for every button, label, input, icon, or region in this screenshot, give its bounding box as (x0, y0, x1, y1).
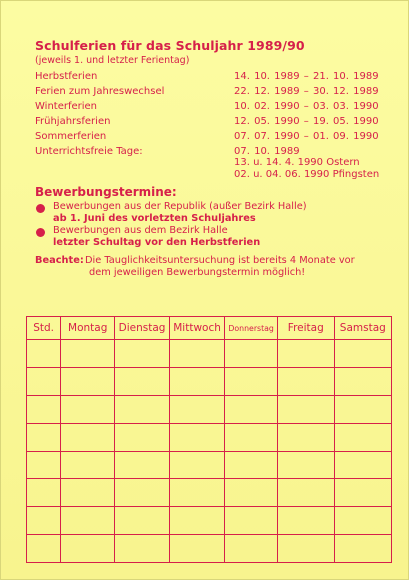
table-cell[interactable] (27, 479, 61, 507)
unterrichtsfrei-pfingsten: 02. u. 04. 06. 1990 Pfingsten (234, 169, 380, 180)
bullet-icon (36, 228, 45, 237)
table-cell[interactable] (115, 535, 170, 563)
ferien-label: Herbstferien (35, 71, 98, 82)
column-header-montag: Montag (61, 317, 115, 340)
table-cell[interactable] (277, 451, 334, 479)
ferien-dates: 07. 07. 1990 – 01. 09. 1990 (234, 131, 379, 142)
table-cell[interactable] (225, 535, 278, 563)
ferien-dates: 12. 05. 1990 – 19. 05. 1990 (234, 116, 379, 127)
table-cell[interactable] (115, 367, 170, 395)
bewerbung-item-line1: Bewerbungen aus dem Bezirk Halle (53, 225, 228, 236)
table-cell[interactable] (27, 507, 61, 535)
column-header-freitag: Freitag (277, 317, 334, 340)
table-cell[interactable] (169, 451, 225, 479)
table-cell[interactable] (115, 340, 170, 368)
bewerbung-title: Bewerbungstermine: (35, 185, 177, 199)
table-cell[interactable] (61, 479, 115, 507)
table-cell[interactable] (277, 423, 334, 451)
column-header-donnerstag: Donnerstag (225, 317, 278, 340)
ferien-dates: 07. 10. 1989 (234, 146, 300, 157)
bewerbung-item-line1: Bewerbungen aus der Republik (außer Bezirk Halle) (53, 201, 307, 212)
note-text: Die Tauglichkeitsuntersuchung ist bereits 4 Monate vor (85, 255, 355, 266)
table-row (27, 451, 392, 479)
note-label: Beachte: (35, 255, 84, 266)
table-cell[interactable] (334, 423, 391, 451)
table-row (27, 367, 392, 395)
ferien-label: Sommerferien (35, 131, 107, 142)
table-cell[interactable] (61, 451, 115, 479)
table-cell[interactable] (334, 340, 391, 368)
table-cell[interactable] (115, 395, 170, 423)
ferien-row (35, 116, 385, 131)
ferien-row (35, 101, 385, 116)
ferien-dates: 22. 12. 1989 – 30. 12. 1989 (234, 86, 379, 97)
ferien-row (35, 86, 385, 101)
table-cell[interactable] (115, 507, 170, 535)
table-cell[interactable] (169, 479, 225, 507)
table-cell[interactable] (61, 367, 115, 395)
page-subtitle: (jeweils 1. und letzter Ferientag) (35, 55, 190, 66)
bullet-icon (36, 204, 45, 213)
bewerbung-item-line2: letzter Schultag vor den Herbstferien (53, 237, 261, 248)
table-cell[interactable] (61, 423, 115, 451)
unterrichtsfrei-ostern: 13. u. 14. 4. 1990 Ostern (234, 157, 360, 168)
table-cell[interactable] (27, 451, 61, 479)
table-header-row (27, 317, 392, 340)
table-cell[interactable] (225, 340, 278, 368)
table-cell[interactable] (115, 479, 170, 507)
table-cell[interactable] (225, 395, 278, 423)
table-row (27, 395, 392, 423)
table-cell[interactable] (225, 451, 278, 479)
table-cell[interactable] (27, 423, 61, 451)
table-cell[interactable] (169, 367, 225, 395)
ferien-label: Ferien zum Jahreswechsel (35, 86, 165, 97)
table-cell[interactable] (277, 340, 334, 368)
table-cell[interactable] (334, 535, 391, 563)
table-cell[interactable] (61, 507, 115, 535)
table-cell[interactable] (334, 367, 391, 395)
column-header-mittwoch: Mittwoch (169, 317, 225, 340)
ferien-list (35, 71, 385, 161)
table-cell[interactable] (277, 367, 334, 395)
bewerbung-item-line2: ab 1. Juni des vorletzten Schuljahres (53, 213, 256, 224)
table-cell[interactable] (225, 479, 278, 507)
table-cell[interactable] (27, 395, 61, 423)
note-text-continued: dem jeweiligen Bewerbungstermin möglich! (89, 267, 306, 278)
table-row (27, 507, 392, 535)
table-row (27, 340, 392, 368)
table-cell[interactable] (334, 507, 391, 535)
table-cell[interactable] (61, 340, 115, 368)
table-cell[interactable] (277, 535, 334, 563)
table-cell[interactable] (225, 367, 278, 395)
table-cell[interactable] (277, 479, 334, 507)
table-cell[interactable] (169, 507, 225, 535)
table-cell[interactable] (277, 507, 334, 535)
table-row (27, 535, 392, 563)
table-cell[interactable] (115, 451, 170, 479)
stundenplan-body (27, 340, 392, 563)
table-row (27, 423, 392, 451)
table-cell[interactable] (169, 395, 225, 423)
page-title: Schulferien für das Schuljahr 1989/90 (35, 38, 305, 53)
ferien-row (35, 131, 385, 146)
ferien-dates: 14. 10. 1989 – 21. 10. 1989 (234, 71, 379, 82)
ferien-label: Unterrichtsfreie Tage: (35, 146, 143, 157)
table-cell[interactable] (169, 535, 225, 563)
table-cell[interactable] (277, 395, 334, 423)
table-cell[interactable] (334, 479, 391, 507)
table-cell[interactable] (61, 395, 115, 423)
table-cell[interactable] (169, 340, 225, 368)
table-cell[interactable] (225, 507, 278, 535)
column-header-samstag: Samstag (334, 317, 391, 340)
ferien-label: Winterferien (35, 101, 98, 112)
column-header-std: Std. (27, 317, 61, 340)
column-header-dienstag: Dienstag (115, 317, 170, 340)
table-cell[interactable] (27, 535, 61, 563)
table-cell[interactable] (115, 423, 170, 451)
stundenplan-table (26, 316, 392, 563)
ferien-dates: 10. 02. 1990 – 03. 03. 1990 (234, 101, 379, 112)
table-cell[interactable] (169, 423, 225, 451)
table-row (27, 479, 392, 507)
table-cell[interactable] (61, 535, 115, 563)
table-cell[interactable] (27, 340, 61, 368)
table-cell[interactable] (27, 367, 61, 395)
ferien-row (35, 71, 385, 86)
table-cell[interactable] (334, 451, 391, 479)
table-cell[interactable] (225, 423, 278, 451)
table-cell[interactable] (334, 395, 391, 423)
ferien-label: Frühjahrsferien (35, 116, 111, 127)
